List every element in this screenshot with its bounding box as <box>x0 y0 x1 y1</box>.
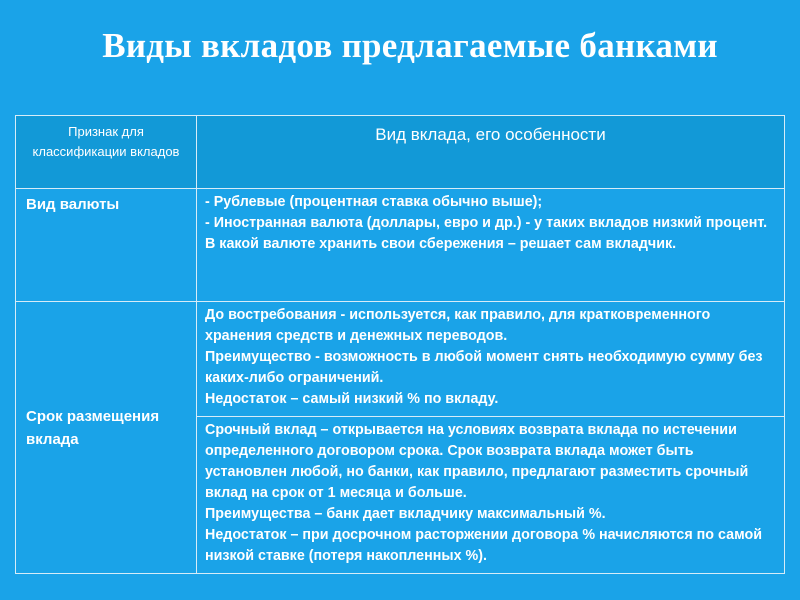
description-line: Срочный вклад – открывается на условиях возврата вклада по истечении определенного договором срока. Срок возврата вклада может быть установлен любой, но банки, как правило, предлагают разместить срочный вклад на срок от 1 месяца и больше. <box>205 422 749 501</box>
criterion-currency: Вид валюты <box>16 189 197 302</box>
description-currency <box>197 189 785 302</box>
description-line: Недостаток – самый низкий % по вкладу. <box>205 391 499 407</box>
description-line: Недостаток – при досрочном расторжении договора % начисляются по самой низкой ставке (потеря накопленных %). <box>205 527 762 564</box>
description-line: В какой валюте хранить свои сбережения – решает сам вкладчик. <box>205 236 677 252</box>
description-fixed-term-deposit <box>197 417 785 574</box>
header-criterion: Признак для классификации вкладов <box>16 116 197 189</box>
page-title: Виды вкладов предлагаемые банками <box>102 26 718 65</box>
description-line: - Рублевые (процентная ставка обычно выше); <box>205 194 543 210</box>
deposit-types-table <box>15 115 785 574</box>
description-line: До востребования - используется, как правило, для кратковременного хранения средств и денежных переводов. <box>205 307 711 344</box>
description-line: - Иностранная валюта (доллары, евро и др.) - у таких вкладов низкий процент. <box>205 215 768 231</box>
table-row-currency <box>16 189 785 302</box>
criterion-term: Срок размещения вклада <box>16 302 197 574</box>
description-demand-deposit <box>197 302 785 417</box>
table-header-row <box>16 116 785 189</box>
description-line: Преимущество - возможность в любой момент снять необходимую сумму без каких-либо ограничений. <box>205 349 763 386</box>
description-line: Преимущества – банк дает вкладчику максимальный %. <box>205 506 606 522</box>
header-deposit-type: Вид вклада, его особенности <box>197 116 785 189</box>
table-row-term-demand <box>16 302 785 417</box>
